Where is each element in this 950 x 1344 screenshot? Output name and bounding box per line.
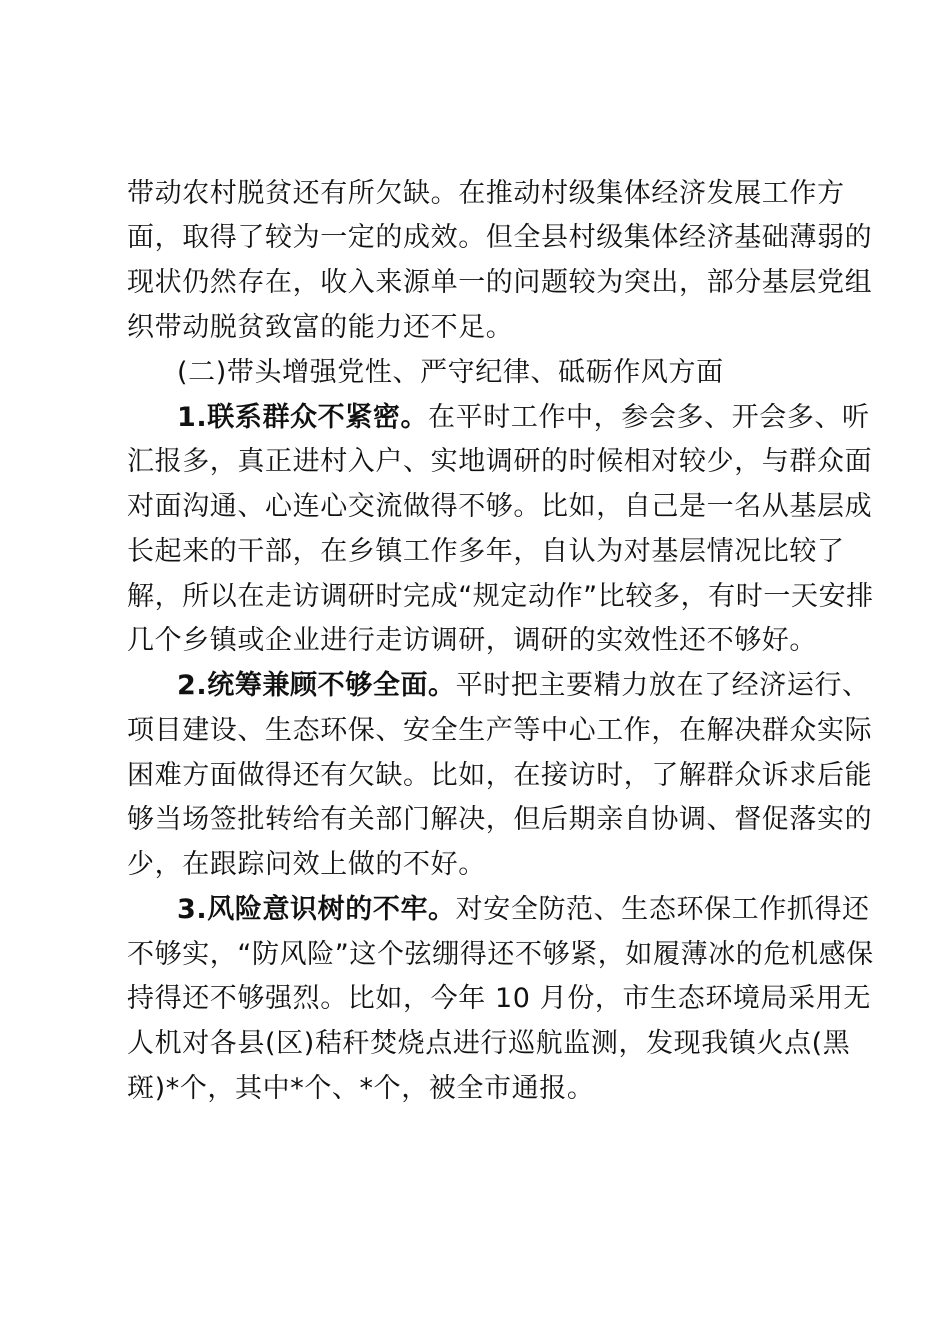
item-2-text: 平时把主要精力放在了经济运行、 <box>455 670 870 701</box>
item-1-first-line <box>177 396 870 440</box>
paragraph-line: 项目建设、生态环保、安全生产等中心工作，在解决群众实际 <box>127 715 873 746</box>
paragraph-line: 面，取得了较为一定的成效。但全县村级集体经济基础薄弱的 <box>127 222 873 253</box>
paragraph-line: 现状仍然存在，收入来源单一的问题较为突出，部分基层党组 <box>127 267 873 298</box>
item-1-text: 在平时工作中，参会多、开会多、听 <box>428 402 870 433</box>
paragraph-line: 汇报多，真正进村入户、实地调研的时候相对较少，与群众面 <box>127 446 873 477</box>
item-3-text: 对安全防范、生态环保工作抓得还 <box>455 894 870 925</box>
paragraph-line: 斑)*个，其中*个、*个，被全市通报。 <box>127 1073 595 1104</box>
item-3-first-line <box>177 888 870 932</box>
paragraph-line: 够当场签批转给有关部门解决，但后期亲自协调、督促落实的 <box>127 804 873 835</box>
item-2-title: 2.统筹兼顾不够全面。 <box>177 670 456 701</box>
section-heading: (二)带头增强党性、严守纪律、砥砺作风方面 <box>177 357 724 388</box>
paragraph-line: 几个乡镇或企业进行走访调研，调研的实效性还不够好。 <box>127 625 817 656</box>
paragraph-line: 人机对各县(区)秸秆焚烧点进行巡航监测，发现我镇火点(黑 <box>127 1028 851 1059</box>
paragraph-line: 困难方面做得还有欠缺。比如，在接访时，了解群众诉求后能 <box>127 760 873 791</box>
item-2-first-line <box>177 664 870 708</box>
paragraph-line: 对面沟通、心连心交流做得不够。比如，自己是一名从基层成 <box>127 491 873 522</box>
paragraph-line: 解，所以在走访调研时完成“规定动作”比较多，有时一天安排 <box>127 581 874 612</box>
paragraph-line: 带动农村脱贫还有所欠缺。在推动村级集体经济发展工作方 <box>127 178 845 209</box>
paragraph-line: 不够实，“防风险”这个弦绷得还不够紧，如履薄冰的危机感保 <box>127 939 874 970</box>
paragraph-line: 少，在跟踪问效上做的不好。 <box>127 849 486 880</box>
paragraph-line: 持得还不够强烈。比如，今年 10 月份，市生态环境局采用无 <box>127 983 871 1014</box>
paragraph-line: 长起来的干部，在乡镇工作多年，自认为对基层情况比较了 <box>127 536 845 567</box>
item-1-title: 1.联系群众不紧密。 <box>177 402 429 433</box>
paragraph-line: 织带动脱贫致富的能力还不足。 <box>127 312 514 343</box>
item-3-title: 3.风险意识树的不牢。 <box>177 894 456 925</box>
